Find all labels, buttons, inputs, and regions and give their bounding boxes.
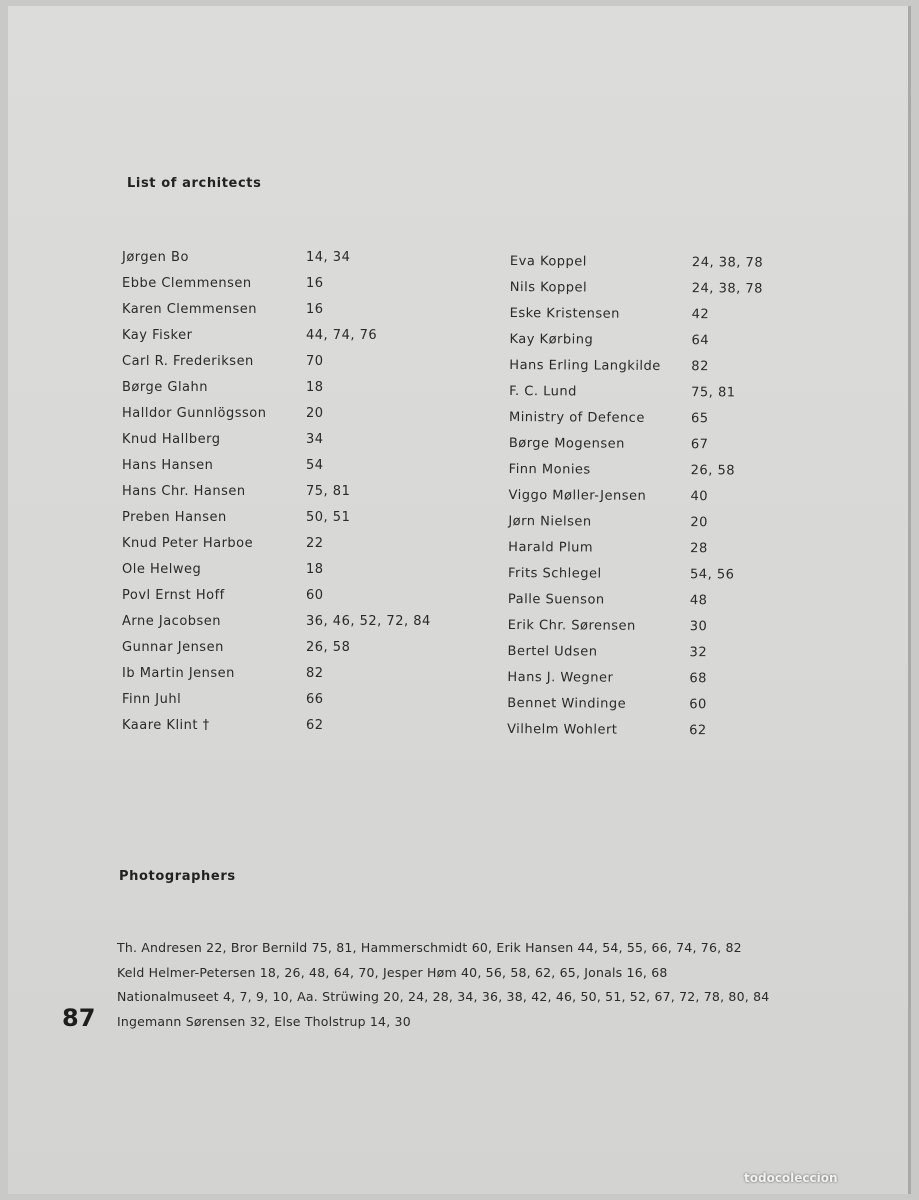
architect-pages: 54, 56 [689, 567, 735, 583]
architect-pages: 16 [306, 276, 324, 291]
architect-name: Jørgen Bo [122, 250, 189, 265]
architect-pages: 44, 74, 76 [306, 328, 378, 343]
architect-pages: 48 [689, 593, 708, 609]
architect-name: Erik Chr. Sørensen [507, 617, 636, 634]
architect-pages: 67 [690, 437, 709, 453]
architect-name: Bennet Windinge [507, 695, 627, 712]
architect-pages: 18 [306, 380, 324, 395]
photographers-heading: Photographers [119, 869, 236, 884]
architects-heading: List of architects [127, 176, 262, 191]
architect-pages: 14, 34 [306, 250, 351, 265]
architect-pages: 24, 38, 78 [691, 255, 764, 271]
architect-pages: 50, 51 [306, 510, 351, 525]
architect-name: Harald Plum [508, 539, 594, 556]
architect-name: Povl Ernst Hoff [122, 588, 225, 603]
architect-name: Vilhelm Wohlert [507, 721, 618, 738]
architect-name: Ole Helweg [122, 562, 202, 577]
architect-pages: 60 [689, 697, 707, 713]
photographers-line: Keld Helmer-Petersen 18, 26, 48, 64, 70, Jesper Høm 40, 56, 58, 62, 65, Jonals 16, 68 [117, 964, 668, 980]
architect-name: F. C. Lund [509, 383, 577, 400]
architect-pages: 68 [689, 671, 708, 687]
architect-pages: 36, 46, 52, 72, 84 [306, 614, 431, 629]
architect-name: Børge Glahn [122, 380, 209, 395]
architect-pages: 65 [690, 411, 709, 427]
architect-name: Nils Koppel [509, 279, 588, 296]
photographers-line: Ingemann Sørensen 32, Else Tholstrup 14, 30 [117, 1013, 411, 1029]
architect-pages: 32 [689, 645, 708, 661]
architect-name: Gunnar Jensen [122, 640, 224, 655]
photographers-line: Nationalmuseet 4, 7, 9, 10, Aa. Strüwing 20, 24, 28, 34, 36, 38, 42, 46, 50, 51, 52, 67, 72, 78, 80, 84 [117, 989, 770, 1004]
architect-pages: 75, 81 [691, 385, 736, 401]
page-number: 87 [62, 1004, 96, 1032]
architect-pages: 66 [306, 692, 324, 707]
architect-name: Finn Monies [508, 461, 591, 478]
photographers-list [117, 940, 769, 1038]
architect-pages: 20 [306, 406, 324, 421]
architect-name: Hans Chr. Hansen [122, 484, 246, 499]
architect-name: Preben Hansen [122, 510, 227, 525]
architect-name: Kay Fisker [122, 328, 193, 343]
architect-pages: 28 [690, 541, 708, 557]
architect-name: Kay Kørbing [509, 331, 594, 348]
architect-pages: 54 [306, 458, 324, 473]
architect-pages: 20 [690, 515, 708, 531]
photographers-line: Th. Andresen 22, Bror Bernild 75, 81, Hammerschmidt 60, Erik Hansen 44, 54, 55, 66, 74, 76, 82 [117, 940, 742, 955]
architect-pages: 24, 38, 78 [691, 281, 763, 297]
watermark: todocoleccion [744, 1171, 838, 1185]
architect-name: Knud Hallberg [122, 432, 221, 447]
architect-name: Ministry of Defence [508, 409, 645, 426]
architect-name: Kaare Klint † [122, 718, 210, 733]
architect-pages: 40 [690, 489, 709, 505]
architect-name: Ib Martin Jensen [122, 666, 235, 681]
architect-pages: 64 [691, 333, 710, 349]
architect-name: Ebbe Clemmensen [122, 276, 252, 291]
architect-pages: 34 [306, 432, 324, 447]
architect-pages: 82 [306, 666, 324, 681]
architect-name: Halldor Gunnlögsson [122, 406, 267, 421]
architect-name: Arne Jacobsen [122, 614, 222, 629]
architect-name: Viggo Møller-Jensen [508, 487, 647, 504]
architect-pages: 30 [689, 619, 708, 635]
architect-name: Hans Erling Langkilde [509, 357, 661, 374]
architect-name: Knud Peter Harboe [122, 536, 254, 551]
architect-pages: 60 [306, 588, 324, 603]
architect-pages: 42 [691, 307, 710, 323]
architect-pages: 70 [306, 354, 324, 369]
architect-name: Carl R. Frederiksen [122, 354, 254, 369]
architect-pages: 75, 81 [306, 484, 351, 499]
architect-pages: 82 [691, 359, 709, 375]
architect-name: Hans Hansen [122, 458, 214, 473]
architect-pages: 26, 58 [306, 640, 351, 655]
architect-pages: 26, 58 [690, 463, 736, 479]
architect-pages: 62 [689, 723, 707, 739]
architect-name: Finn Juhl [122, 692, 182, 707]
architect-name: Jørn Nielsen [508, 513, 592, 530]
architect-name: Karen Clemmensen [122, 302, 257, 317]
architect-pages: 16 [306, 302, 324, 317]
architect-name: Børge Mogensen [508, 435, 625, 452]
architect-name: Eva Koppel [509, 254, 587, 270]
architect-pages: 62 [306, 718, 324, 733]
architect-name: Palle Suenson [507, 591, 605, 608]
architect-name: Frits Schlegel [508, 565, 602, 582]
architect-name: Eske Kristensen [509, 305, 620, 322]
architect-name: Bertel Udsen [507, 643, 598, 660]
architect-pages: 18 [306, 562, 324, 577]
architect-name: Hans J. Wegner [507, 669, 614, 686]
architect-pages: 22 [306, 536, 324, 551]
